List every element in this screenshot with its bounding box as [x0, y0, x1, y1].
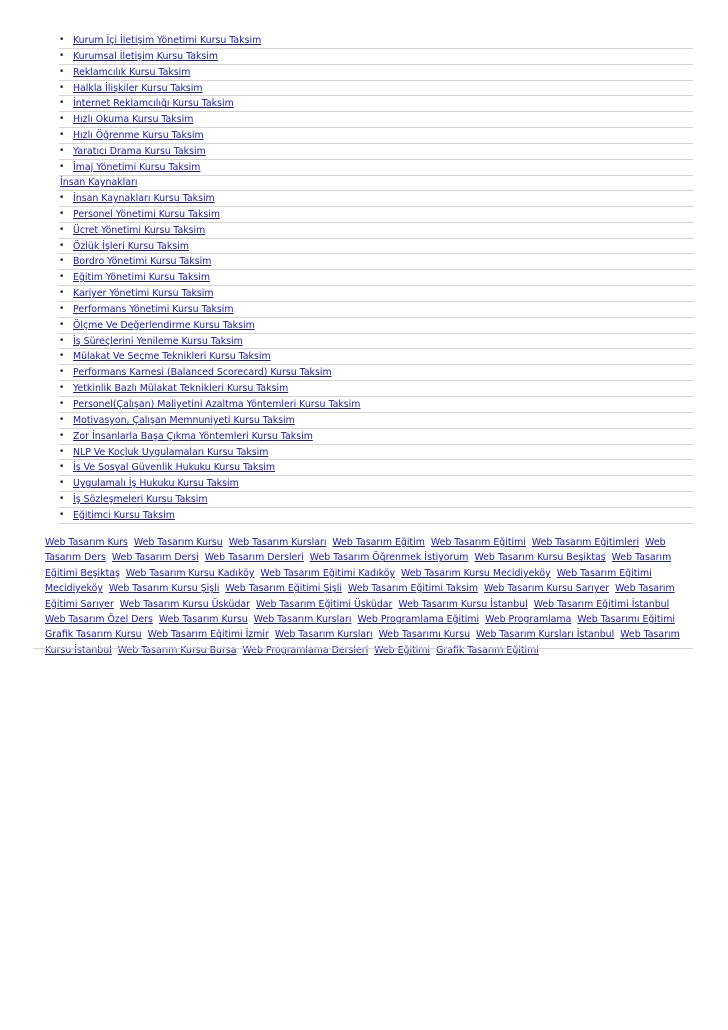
course-link[interactable]: Reklamcılık Kursu Taksim [73, 66, 191, 78]
hr-course-link[interactable]: İş Sözleşmeleri Kursu Taksim [73, 494, 208, 506]
bullet-icon: • [59, 66, 65, 77]
footer-link[interactable]: Web Tasarım Eğitimi Taksim [347, 583, 478, 595]
hr-course-link[interactable]: Bordro Yönetimi Kursu Taksim [73, 256, 212, 268]
footer-link[interactable]: Web Tasarım Eğitimi Şişli [225, 583, 342, 595]
hr-course-item [59, 429, 693, 445]
footer-link[interactable]: Web Tasarım Kursu Kadıköy [125, 567, 255, 579]
hr-course-item [59, 492, 693, 508]
footer-link[interactable]: Web Tasarım Kursu Bursa [117, 644, 237, 656]
bullet-icon: • [59, 430, 65, 441]
bullet-icon: • [59, 462, 65, 473]
course-item [59, 33, 693, 49]
footer-link[interactable]: Web Tasarım Kursları [253, 614, 352, 626]
footer-link[interactable]: Web Tasarım Öğrenmek İstiyorum [309, 552, 469, 564]
footer-link[interactable]: Web Tasarım Kursu İstanbul [45, 629, 680, 656]
hr-course-item [59, 349, 693, 365]
course-list-communication [59, 33, 693, 176]
footer-link[interactable]: Web Tasarım Ders [45, 537, 666, 564]
hr-course-item [59, 239, 693, 255]
bullet-icon: • [59, 272, 65, 283]
bullet-icon: • [59, 383, 65, 394]
hr-course-item [59, 191, 693, 207]
course-item [59, 81, 693, 97]
footer-link[interactable]: Web Tasarım Dersleri [204, 552, 304, 564]
footer-link[interactable]: Web Tasarımı Eğitimi [577, 614, 675, 626]
hr-course-item [59, 397, 693, 413]
hr-course-link[interactable]: Personel Yönetimi Kursu Taksim [73, 208, 221, 220]
course-link[interactable]: İmaj Yönetimi Kursu Taksim [73, 161, 201, 173]
hr-course-link[interactable]: Ücret Yönetimi Kursu Taksim [73, 224, 206, 236]
hr-course-link[interactable]: Eğitim Yönetimi Kursu Taksim [73, 272, 211, 284]
hr-course-link[interactable]: İnsan Kaynakları Kursu Taksim [73, 193, 215, 204]
bullet-icon: • [59, 240, 65, 251]
hr-course-item [59, 460, 693, 476]
footer-link[interactable]: Web Tasarım Kursu [158, 614, 248, 626]
bullet-icon: • [59, 351, 65, 362]
hr-course-link[interactable]: Performans Yönetimi Kursu Taksim [73, 303, 234, 315]
bullet-icon: • [59, 35, 65, 45]
bullet-icon: • [59, 145, 65, 156]
hr-course-link[interactable]: Mülakat Ve Seçme Teknikleri Kursu Taksim [73, 351, 271, 363]
footer-link[interactable]: Web Programlama [485, 614, 572, 626]
footer-link[interactable]: Web Tasarım Özel Ders [45, 614, 153, 626]
footer-link[interactable]: Web Tasarım Eğitimi İzmir [147, 629, 269, 641]
hr-course-item [59, 334, 693, 350]
hr-course-link[interactable]: Personel(Çalışan) Maliyetini Azaltma Yöntemleri Kursu Taksim [73, 398, 361, 410]
bullet-icon: • [59, 208, 65, 219]
footer-link[interactable]: Web Tasarım Eğitimi [430, 537, 526, 548]
bullet-icon: • [59, 130, 65, 141]
course-link[interactable]: Kurum İçi İletişim Yönetimi Kursu Taksim [73, 35, 262, 46]
bullet-icon: • [59, 193, 65, 203]
footer-link[interactable]: Web Tasarımı Kursu [378, 629, 471, 641]
bullet-icon: • [59, 224, 65, 235]
footer-link[interactable]: Web Tasarım Kursu Sarıyer [483, 583, 610, 595]
hr-course-link[interactable]: Motivasyon, Çalışan Memnuniyeti Kursu Taksim [73, 414, 295, 426]
hr-course-item [59, 318, 693, 334]
hr-course-item [59, 365, 693, 381]
footer-link[interactable]: Web Tasarım Eğitimleri [531, 537, 640, 548]
hr-course-link[interactable]: Özlük İşleri Kursu Taksim [73, 240, 189, 252]
course-link[interactable]: Yaratıcı Drama Kursu Taksim [73, 145, 206, 157]
bullet-icon: • [59, 114, 65, 125]
bullet-icon: • [59, 335, 65, 346]
footer-link[interactable]: Web Tasarım Eğitimi Sarıyer [45, 583, 675, 610]
bullet-icon: • [59, 288, 65, 299]
footer-link[interactable]: Web Tasarım Dersi [111, 552, 199, 564]
hr-course-item [59, 270, 693, 286]
section-heading-row [59, 176, 693, 191]
course-link[interactable]: İnternet Reklamcılığı Kursu Taksim [73, 98, 234, 110]
footer-link[interactable]: Web Tasarım Kursları [274, 629, 373, 641]
hr-course-link[interactable]: Performans Karnesi (Balanced Scorecard) Kursu Taksim [73, 367, 332, 379]
bullet-icon: • [59, 256, 65, 267]
footer-link[interactable]: Web Tasarım Kursu Şişli [108, 583, 220, 595]
footer-link[interactable]: Grafik Tasarım Eğitimi [436, 644, 539, 656]
course-item [59, 128, 693, 144]
course-item [59, 65, 693, 81]
bullet-icon: • [59, 478, 65, 489]
bottom-divider [33, 648, 693, 649]
bullet-icon: • [59, 98, 65, 109]
footer-link[interactable]: Web Tasarım Kursu Beşiktaş [474, 552, 606, 564]
footer-link[interactable]: Grafik Tasarım Kursu [45, 629, 142, 641]
bullet-icon: • [59, 446, 65, 457]
bullet-icon: • [59, 494, 65, 505]
course-link[interactable]: Kurumsal İletişim Kursu Taksim [73, 50, 219, 62]
bullet-icon: • [59, 319, 65, 330]
course-item [59, 160, 693, 176]
course-list-hr [59, 191, 693, 524]
course-link[interactable]: Hızlı Okuma Kursu Taksim [73, 114, 194, 126]
hr-course-link[interactable]: Kariyer Yönetimi Kursu Taksim [73, 288, 214, 300]
footer-link[interactable]: Web Tasarım Eğitimi Mecidiyeköy [45, 567, 652, 595]
bullet-icon: • [59, 414, 65, 425]
hr-course-item [59, 381, 693, 397]
course-item [59, 112, 693, 128]
footer-link[interactable]: Web Tasarım Eğitim [332, 537, 425, 548]
hr-course-link[interactable]: Yetkinlik Bazlı Mülakat Teknikleri Kursu Taksim [73, 383, 289, 395]
course-item [59, 96, 693, 112]
hr-course-link[interactable]: Eğitimci Kursu Taksim [73, 509, 175, 521]
hr-course-link[interactable]: Uygulamalı İş Hukuku Kursu Taksim [73, 478, 239, 490]
footer-link[interactable]: Web Tasarım Eğitimi Üsküdar [255, 598, 393, 610]
bullet-icon: • [59, 82, 65, 93]
hr-course-link[interactable]: Zor İnsanlarla Başa Çıkma Yöntemleri Kursu Taksim [73, 430, 313, 442]
bullet-icon: • [59, 367, 65, 378]
footer-link[interactable]: Web Tasarım Kursu [133, 537, 223, 548]
footer-link[interactable]: Web Eğitimi [374, 644, 431, 656]
hr-course-item [59, 207, 693, 223]
hr-course-link[interactable]: NLP Ve Koçluk Uygulamaları Kursu Taksim [73, 446, 269, 458]
bullet-icon: • [59, 509, 65, 520]
footer-link[interactable]: Web Tasarım Eğitimi Kadıköy [260, 567, 396, 579]
section-heading-link[interactable]: İnsan Kaynakları [60, 177, 138, 188]
hr-course-link[interactable]: İş Süreçlerini Yenileme Kursu Taksim [73, 335, 243, 347]
hr-course-item [59, 476, 693, 492]
hr-course-item [59, 254, 693, 270]
footer-link[interactable]: Web Programlama Dersleri [242, 644, 369, 656]
hr-course-item [59, 508, 693, 524]
bullet-icon: • [59, 398, 65, 409]
bullet-icon: • [59, 50, 65, 61]
hr-course-item [59, 223, 693, 239]
hr-course-item [59, 286, 693, 302]
footer-link[interactable]: Web Tasarım Eğitimi Beşiktaş [45, 552, 672, 579]
course-item [59, 49, 693, 65]
footer-link[interactable]: Web Programlama Eğitimi [357, 614, 480, 626]
footer-link[interactable]: Web Tasarım Kurs [45, 537, 128, 548]
footer-link[interactable]: Web Tasarım Kursları [228, 537, 327, 548]
course-link[interactable]: Hızlı Öğrenme Kursu Taksim [73, 130, 204, 142]
hr-course-item [59, 445, 693, 461]
course-item [59, 144, 693, 160]
hr-course-link[interactable]: İş Ve Sosyal Güvenlik Hukuku Kursu Taksim [73, 462, 275, 474]
hr-course-item [59, 413, 693, 429]
footer-link-paragraph [45, 535, 693, 658]
course-link[interactable]: Halkla İlişkiler Kursu Taksim [73, 82, 203, 94]
bullet-icon: • [59, 161, 65, 172]
hr-course-item [59, 302, 693, 318]
bullet-icon: • [59, 303, 65, 314]
hr-course-link[interactable]: Ölçme Ve Değerlendirme Kursu Taksim [73, 319, 255, 331]
footer-link[interactable]: Web Tasarım Kursu Üsküdar [119, 598, 250, 610]
footer-link[interactable]: Web Tasarım Eğitimi İstanbul [533, 598, 670, 610]
footer-link[interactable]: Web Tasarım Kursları İstanbul [476, 629, 615, 641]
footer-link[interactable]: Web Tasarım Kursu Mecidiyeköy [401, 567, 551, 579]
footer-link[interactable]: Web Tasarım Kursu İstanbul [398, 598, 528, 610]
